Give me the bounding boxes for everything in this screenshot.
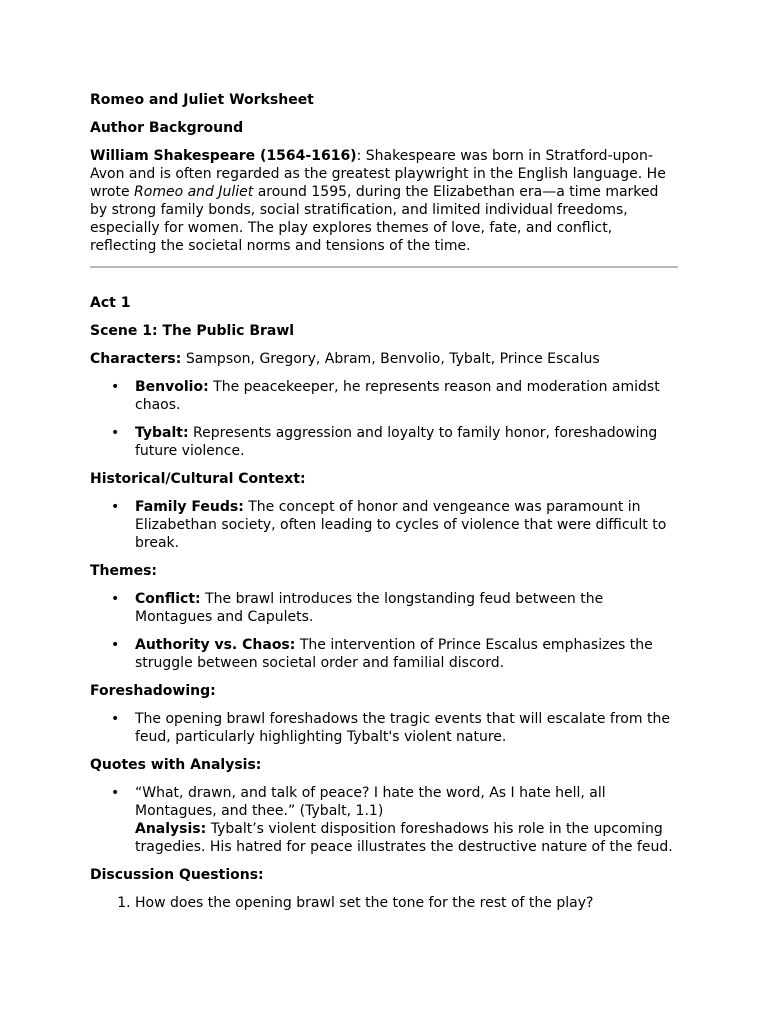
author-background-heading: Author Background — [90, 120, 244, 136]
context-item-text: The concept of honor and vengeance was paramount in Elizabethan society, often leading to cycles of violence that were difficult to break. — [135, 499, 667, 551]
list-item — [135, 894, 678, 912]
analysis-label: Analysis: — [135, 821, 207, 837]
discussion-question-text: How does the opening brawl set the tone for the rest of the play? — [135, 895, 594, 911]
analysis-text: Tybalt’s violent disposition foreshadows his role in the upcoming tragedies. His hatred for peace illustrates the destructive nature of the feud. — [135, 821, 673, 855]
characters-list: Sampson, Gregory, Abram, Benvolio, Tybalt, Prince Escalus — [181, 351, 600, 367]
character-name: Tybalt: — [135, 425, 189, 441]
context-item-name: Family Feuds: — [135, 499, 244, 515]
play-title: Romeo and Juliet — [134, 184, 254, 200]
list-item — [135, 498, 678, 552]
character-list — [90, 378, 678, 460]
foreshadowing-list — [90, 710, 678, 746]
themes-heading: Themes: — [90, 563, 158, 579]
list-item — [135, 424, 678, 460]
characters-line — [90, 350, 678, 368]
theme-text: The intervention of Prince Escalus emphasizes the struggle between societal order and familial discord. — [135, 637, 653, 671]
quotes-heading: Quotes with Analysis: — [90, 757, 262, 773]
worksheet-title: Romeo and Juliet Worksheet — [90, 92, 314, 108]
author-background-text-2: around 1595, during the Elizabethan era—a time marked by strong family bonds, social stratification, and limited individual freedoms, especially for women. The play explores themes of love, fate, and conflict, reflecting the societal norms and tensions of the time. — [90, 184, 659, 254]
list-item — [135, 590, 678, 626]
author-background-text-1: : Shakespeare was born in Stratford-upon-Avon and is often regarded as the greatest playwright in the English language. He wrote — [90, 148, 666, 200]
theme-name: Conflict: — [135, 591, 201, 607]
list-item — [135, 710, 678, 746]
character-name: Benvolio: — [135, 379, 209, 395]
list-item — [135, 378, 678, 414]
act-heading: Act 1 — [90, 295, 131, 311]
context-list — [90, 498, 678, 552]
character-description: The peacekeeper, he represents reason and moderation amidst chaos. — [135, 379, 660, 413]
characters-label: Characters: — [90, 351, 182, 367]
quote-text: “What, drawn, and talk of peace? I hate the word, As I hate hell, all Montagues, and thee.” (Tybalt, 1.1) — [135, 785, 606, 819]
quotes-list — [90, 784, 678, 856]
discussion-heading: Discussion Questions: — [90, 867, 264, 883]
list-item — [135, 636, 678, 672]
foreshadowing-text: The opening brawl foreshadows the tragic events that will escalate from the feud, particularly highlighting Tybalt's violent nature. — [135, 711, 670, 745]
foreshadowing-heading: Foreshadowing: — [90, 683, 216, 699]
theme-text: The brawl introduces the longstanding feud between the Montagues and Capulets. — [135, 591, 604, 625]
author-background-paragraph — [90, 147, 678, 255]
scene-heading: Scene 1: The Public Brawl — [90, 323, 295, 339]
list-item — [135, 784, 678, 856]
theme-name: Authority vs. Chaos: — [135, 637, 296, 653]
section-divider — [90, 266, 678, 268]
character-description: Represents aggression and loyalty to family honor, foreshadowing future violence. — [135, 425, 658, 459]
discussion-questions-list — [90, 894, 678, 912]
themes-list — [90, 590, 678, 672]
context-heading: Historical/Cultural Context: — [90, 471, 306, 487]
author-name: William Shakespeare (1564-1616) — [90, 148, 357, 164]
